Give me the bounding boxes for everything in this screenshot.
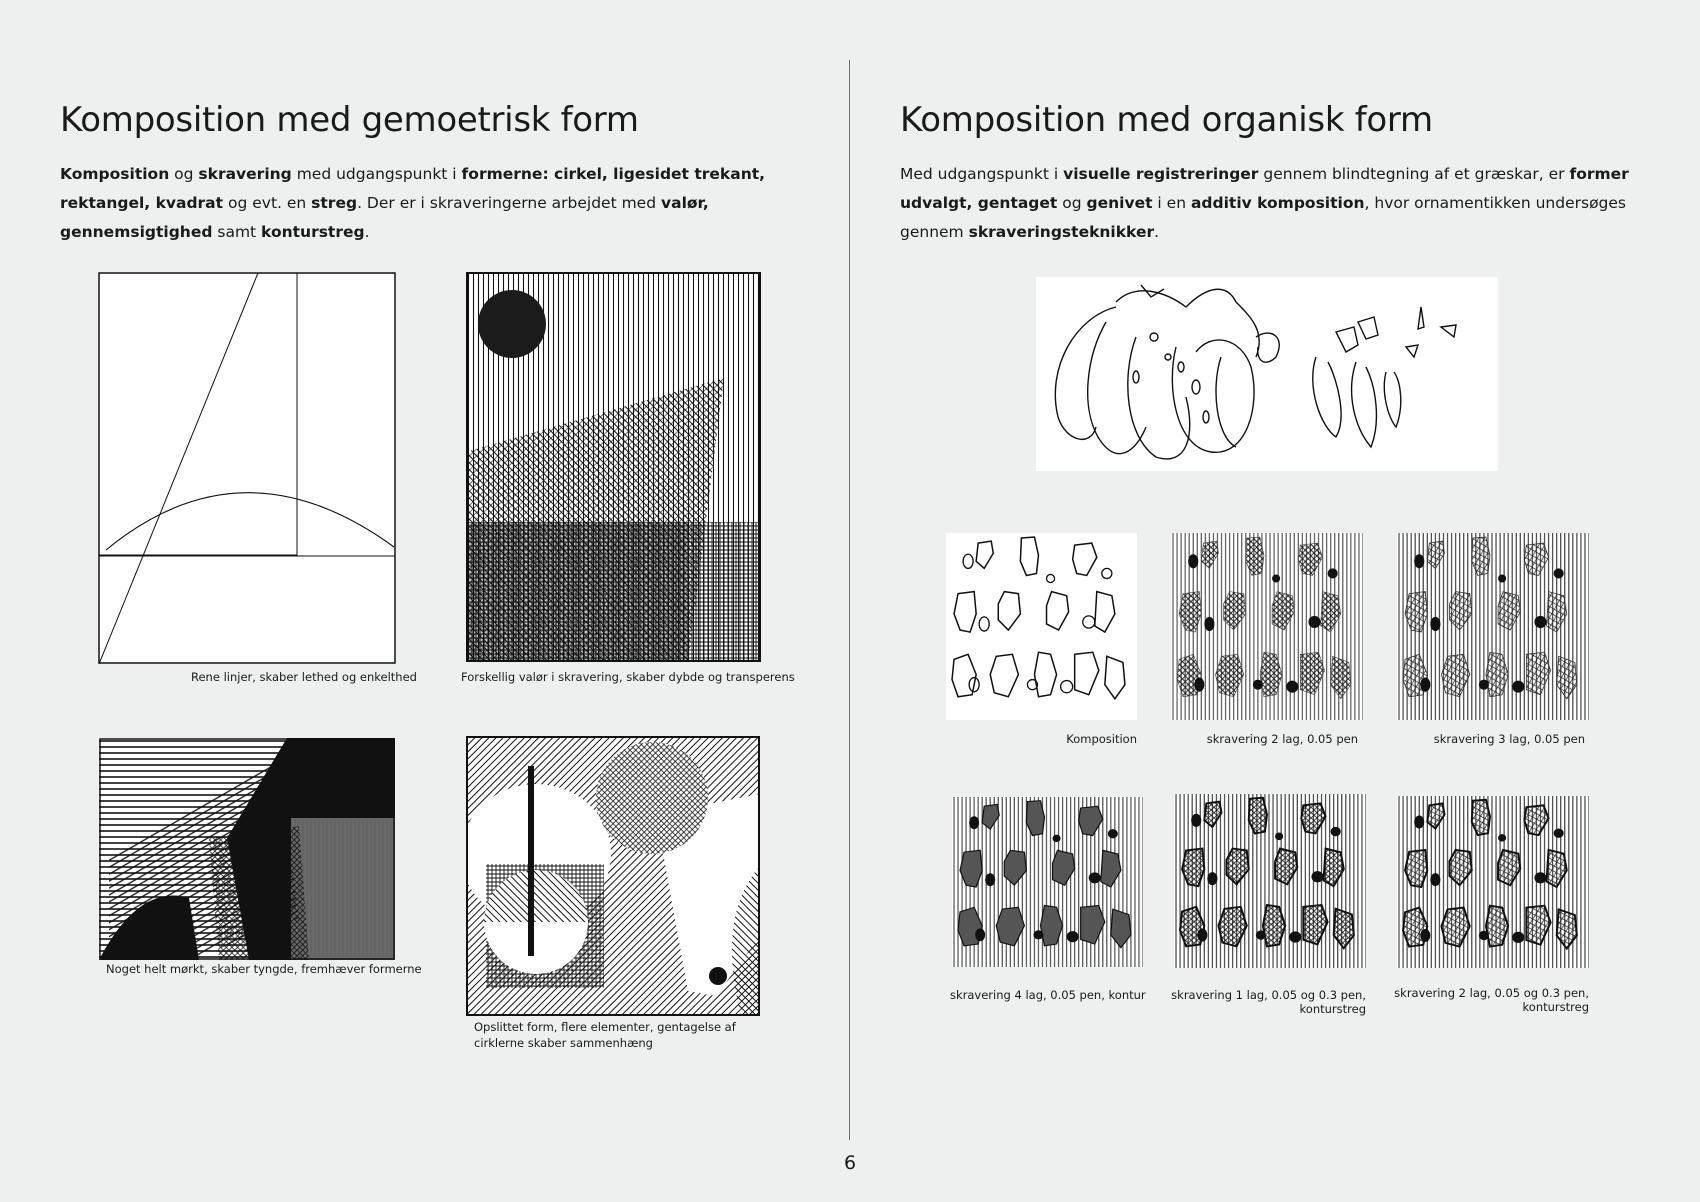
caption-organic-3: skravering 3 lag, 0.05 pen [1433, 732, 1585, 746]
caption-organic-4: skravering 4 lag, 0.05 pen, kontur [950, 988, 1146, 1002]
page-divider [849, 60, 850, 1140]
left-intro-run: samt [212, 223, 262, 241]
left-intro-run: valør, gennemsigtighed [60, 194, 709, 241]
left-intro-run: og [169, 165, 199, 183]
caption-organic-6: skravering 2 lag, 0.05 og 0.3 pen, konturstreg [1394, 986, 1589, 1014]
organic-composition-outline [946, 533, 1137, 720]
right-intro-run: visuelle registreringer [1063, 165, 1259, 183]
right-page-title: Komposition med organisk form [900, 100, 1433, 140]
caption-geometric-2: Forskellig valør i skravering, skaber dybde og transperens [461, 670, 795, 684]
caption-geometric-1: Rene linjer, skaber lethed og enkelthed [191, 670, 417, 684]
left-intro-run: skravering [198, 165, 292, 183]
geometric-drawing-split-forms [466, 736, 760, 1016]
page-number: 6 [843, 1152, 857, 1174]
left-intro-run: med udgangspunkt i [291, 165, 462, 183]
right-intro-run: . [1154, 223, 1160, 241]
right-intro-run: gennem blindtegning af et græskar, er [1258, 165, 1570, 183]
right-intro-run: og [1057, 194, 1087, 212]
left-intro-run: streg [311, 194, 358, 212]
right-intro-run: Med udgangspunkt i [900, 165, 1064, 183]
right-intro-run: former udvalgt, gentaget [900, 165, 1629, 212]
organic-hatching-4-layers-contour [952, 797, 1143, 967]
caption-organic-5: skravering 1 lag, 0.05 og 0.3 pen, konturstreg [1171, 988, 1366, 1016]
organic-hatching-2-layers-contour [1397, 796, 1589, 968]
geometric-drawing-light-lines [98, 272, 396, 664]
left-intro-run: konturstreg [261, 223, 365, 241]
caption-geometric-3: Noget helt mørkt, skaber tyngde, fremhæver formerne [106, 962, 422, 976]
caption-organic-2: skravering 2 lag, 0.05 pen [1206, 732, 1358, 746]
left-intro-run: . Der er i skraveringerne arbejdet med [357, 194, 661, 212]
geometric-drawing-hatch-values [466, 272, 761, 662]
left-intro-run: og evt. en [223, 194, 312, 212]
left-intro-run: formerne: cirkel, ligesidet trekant, rektangel, kvadrat [60, 165, 766, 212]
right-intro-run: genivet [1086, 194, 1153, 212]
geometric-drawing-dark-mass [99, 738, 395, 960]
left-intro-text [60, 160, 805, 247]
left-intro-run: Komposition [60, 165, 170, 183]
caption-organic-1: Komposition [1066, 732, 1137, 746]
left-page-title: Komposition med gemoetrisk form [60, 100, 639, 140]
left-intro-run: . [364, 223, 370, 241]
organic-hatching-3-layers [1397, 533, 1589, 720]
caption-geometric-4: Opslittet form, flere elementer, gentagelse af cirklerne skaber sammenhæng [474, 1020, 736, 1050]
right-intro-run: i en [1152, 194, 1191, 212]
pumpkin-blind-drawing [1036, 277, 1498, 471]
organic-hatching-1-layer-contour [1174, 794, 1366, 968]
organic-hatching-2-layers [1171, 533, 1363, 720]
right-intro-run: , hvor ornamentikken undersøges gennem [900, 194, 1627, 241]
right-intro-run: additiv komposition [1190, 194, 1365, 212]
right-intro-text [900, 160, 1634, 247]
right-intro-run: skraveringsteknikker [968, 223, 1155, 241]
